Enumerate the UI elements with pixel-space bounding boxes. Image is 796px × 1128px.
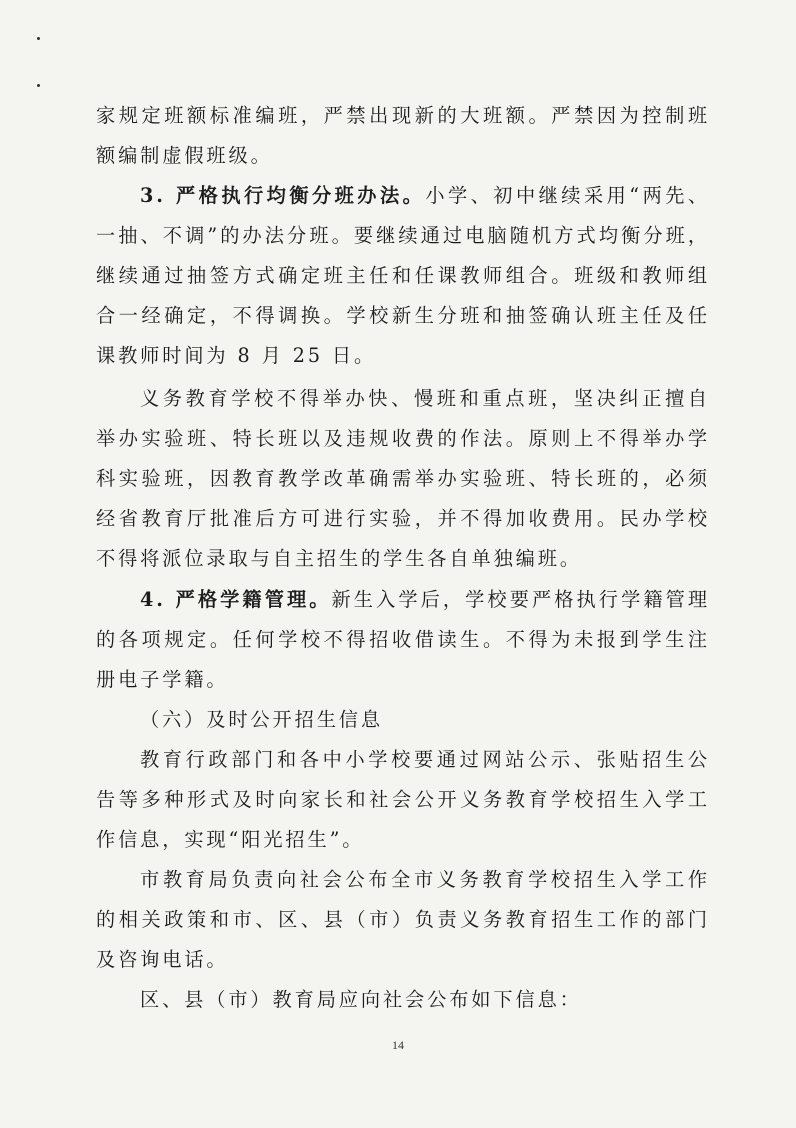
paragraph-class-size: 家规定班额标准编班，严禁出现新的大班额。严禁因为控制班额编制虚假班级。 bbox=[96, 104, 710, 167]
paragraph-balanced-class-division bbox=[96, 176, 710, 376]
item-4-body: 新生入学后，学校要严格执行学籍管理的各项规定。任何学校不得招收借读生。不得为未报到学生注册电子学籍。 bbox=[96, 588, 710, 691]
paragraph-city-bureau: 市教育局负责向社会公布全市义务教育学校招生入学工作的相关政策和市、区、县（市）负责义务教育招生工作的部门及咨询电话。 bbox=[96, 868, 710, 971]
scan-speck bbox=[37, 37, 40, 40]
item-3-heading: 3. 严格执行均衡分班办法。 bbox=[140, 184, 426, 207]
item-3-body: 小学、初中继续采用“两先、一抽、不调”的办法分班。要继续通过电脑随机方式均衡分班，继续通过抽签方式确定班主任和任课教师组合。班级和教师组合一经确定，不得调换。学校新生分班和抽签确认班主任及任课教师时间为 8 月 25 日。 bbox=[96, 184, 711, 367]
page-number: 14 bbox=[392, 1038, 404, 1052]
scan-speck bbox=[37, 84, 40, 87]
paragraph-district-bureau: 区、县（市）教育局应向社会公布如下信息： bbox=[140, 988, 582, 1011]
paragraph-no-key-classes: 义务教育学校不得举办快、慢班和重点班，坚决纠正擅自举办实验班、特长班以及违规收费的作法。原则上不得举办学科实验班，因教育教学改革确需举办实验班、特长班的，必须经省教育厅批准后方可进行实验，并不得加收费用。民办学校不得将派位录取与自主招生的学生各自单独编班。 bbox=[96, 387, 710, 570]
paragraph-student-registration bbox=[96, 580, 710, 700]
item-4-heading: 4. 严格学籍管理。 bbox=[140, 588, 332, 611]
section-6-heading: （六）及时公开招生信息 bbox=[140, 708, 383, 731]
paragraph-public-disclosure: 教育行政部门和各中小学校要通过网站公示、张贴招生公告等多种形式及时向家长和社会公开义务教育学校招生入学工作信息，实现“阳光招生”。 bbox=[96, 748, 710, 851]
